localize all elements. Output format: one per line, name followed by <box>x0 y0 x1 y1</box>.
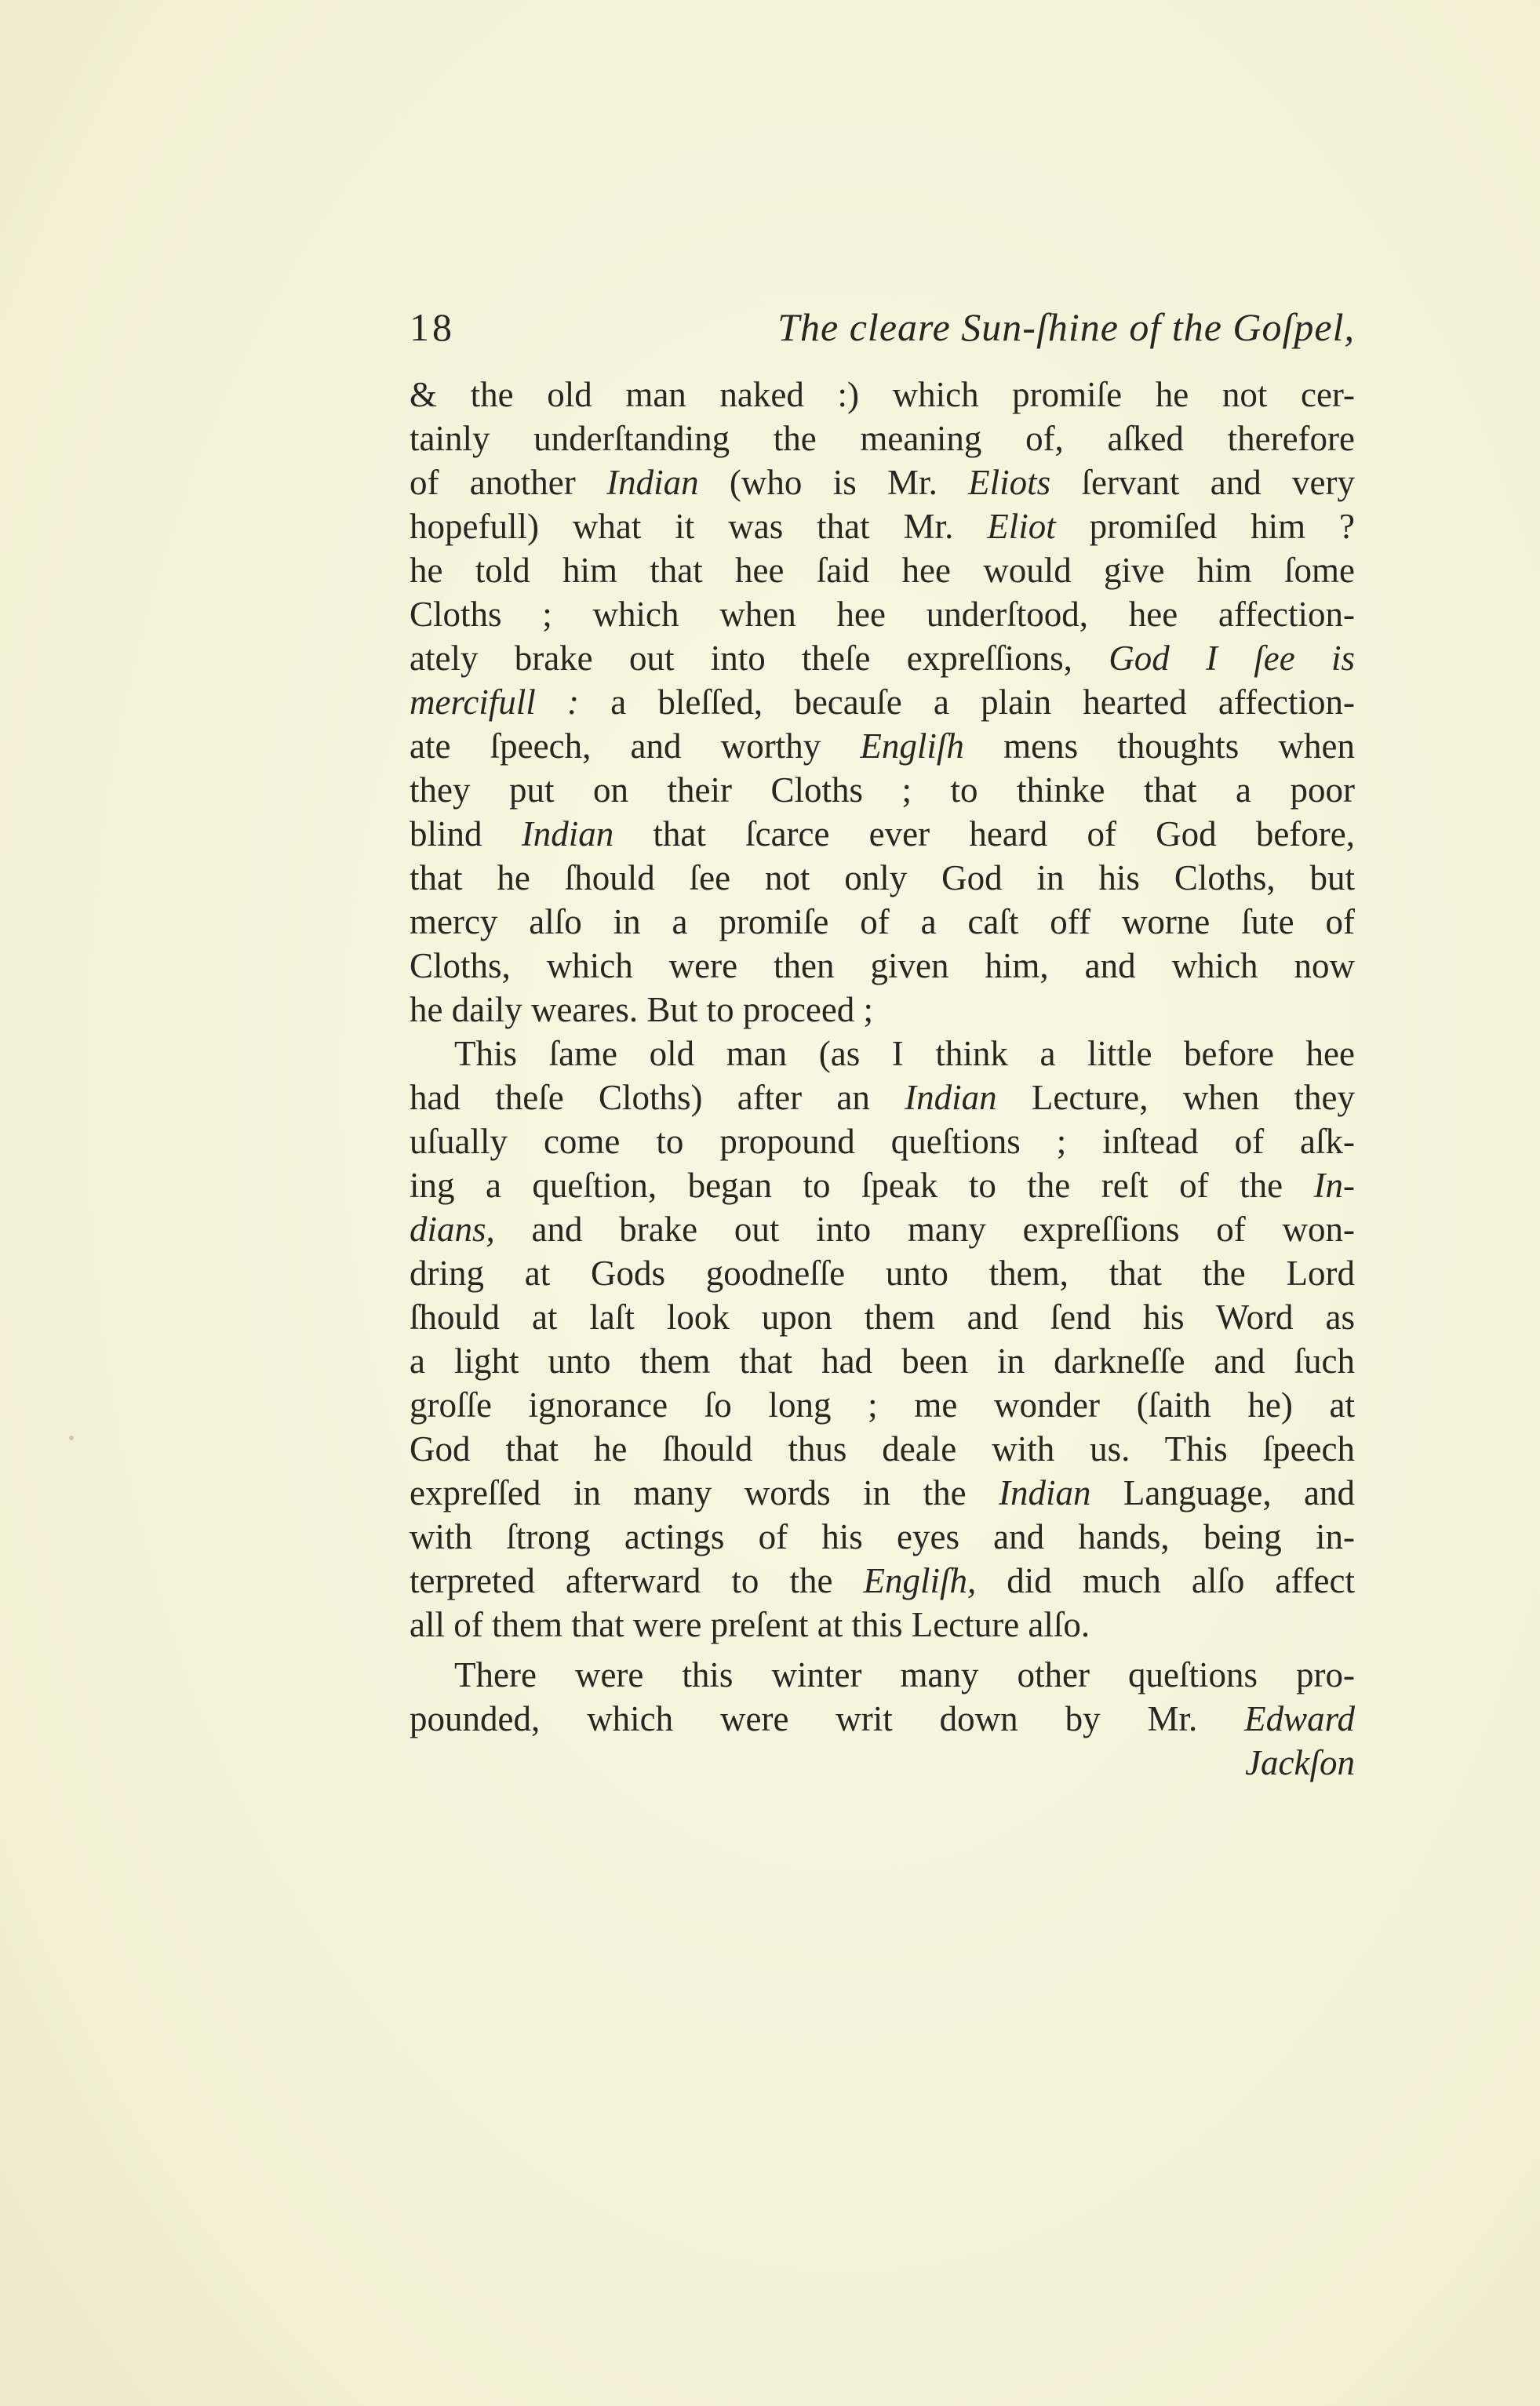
page-header <box>410 300 1355 355</box>
text-line: & the old man naked :) which promiſe he not cer- <box>410 375 1355 414</box>
text-line: This ſame old man (as I think a little before hee <box>454 1034 1355 1073</box>
text-line: groſſe ignorance ſo long ; me wonder (ſaith he) at <box>410 1385 1355 1425</box>
page-number: 18 <box>410 305 455 349</box>
text-line: he daily weares. But to proceed ; <box>410 990 874 1029</box>
text-line: expreſſed in many words in the Indian Language, and <box>410 1473 1355 1512</box>
text-line: that he ſhould ſee not only God in his Cloths, but <box>410 858 1355 897</box>
text-line: of another Indian (who is Mr. Eliots ſervant and very <box>410 463 1355 502</box>
paragraph-1 <box>410 373 1355 1032</box>
text-line: uſually come to propound queſtions ; inſtead of aſk- <box>410 1122 1355 1161</box>
text-line: God that he ſhould thus deale with us. This ſpeech <box>410 1429 1355 1469</box>
text-line: all of them that were preſent at this Lecture alſo. <box>410 1605 1090 1644</box>
text-line: had theſe Cloths) after an Indian Lecture, when they <box>410 1078 1355 1117</box>
body-text <box>410 373 1355 1785</box>
running-title: The cleare Sun-ſhine of the Goſpel, <box>777 305 1355 349</box>
text-line: dians, and brake out into many expreſſions of won- <box>410 1210 1355 1249</box>
text-line: ately brake out into theſe expreſſions, God I ſee is <box>410 639 1355 678</box>
text-line: Cloths ; which when hee underſtood, hee affection- <box>410 595 1355 634</box>
text-line: dring at Gods goodneſſe unto them, that the Lord <box>410 1254 1355 1293</box>
catchword: Jackſon <box>1245 1743 1355 1782</box>
text-line: ing a queſtion, began to ſpeak to the reſt of the In- <box>410 1166 1355 1205</box>
text-line: with ſtrong actings of his eyes and hands, being in- <box>410 1517 1355 1556</box>
text-line: a light unto them that had been in darkneſſe and ſuch <box>410 1341 1355 1381</box>
text-line: ate ſpeech, and worthy Engliſh mens thoughts when <box>410 726 1355 766</box>
text-line: mercy alſo in a promiſe of a caſt off worne ſute of <box>410 902 1355 941</box>
text-line: he told him that hee ſaid hee would give him ſome <box>410 551 1355 590</box>
text-line: There were this winter many other queſtions pro- <box>454 1655 1355 1694</box>
text-line: blind Indian that ſcarce ever heard of God before, <box>410 814 1355 854</box>
text-line: tainly underſtanding the meaning of, aſked therefore <box>410 419 1355 458</box>
text-line: Cloths, which were then given him, and which now <box>410 946 1355 985</box>
paper-speck <box>69 1436 74 1440</box>
text-line: hopefull) what it was that Mr. Eliot promiſed him ? <box>410 507 1355 546</box>
text-line: they put on their Cloths ; to thinke that a poor <box>410 770 1355 810</box>
text-line: ſhould at laſt look upon them and ſend his Word as <box>410 1298 1355 1337</box>
text-line: pounded, which were writ down by Mr. Edward <box>410 1699 1355 1738</box>
text-line: terpreted afterward to the Engliſh, did much alſo affect <box>410 1561 1355 1600</box>
text-line: mercifull : a bleſſed, becauſe a plain hearted affection- <box>410 682 1356 722</box>
paragraph-2 <box>410 1032 1355 1647</box>
paragraph-3 <box>410 1653 1355 1785</box>
